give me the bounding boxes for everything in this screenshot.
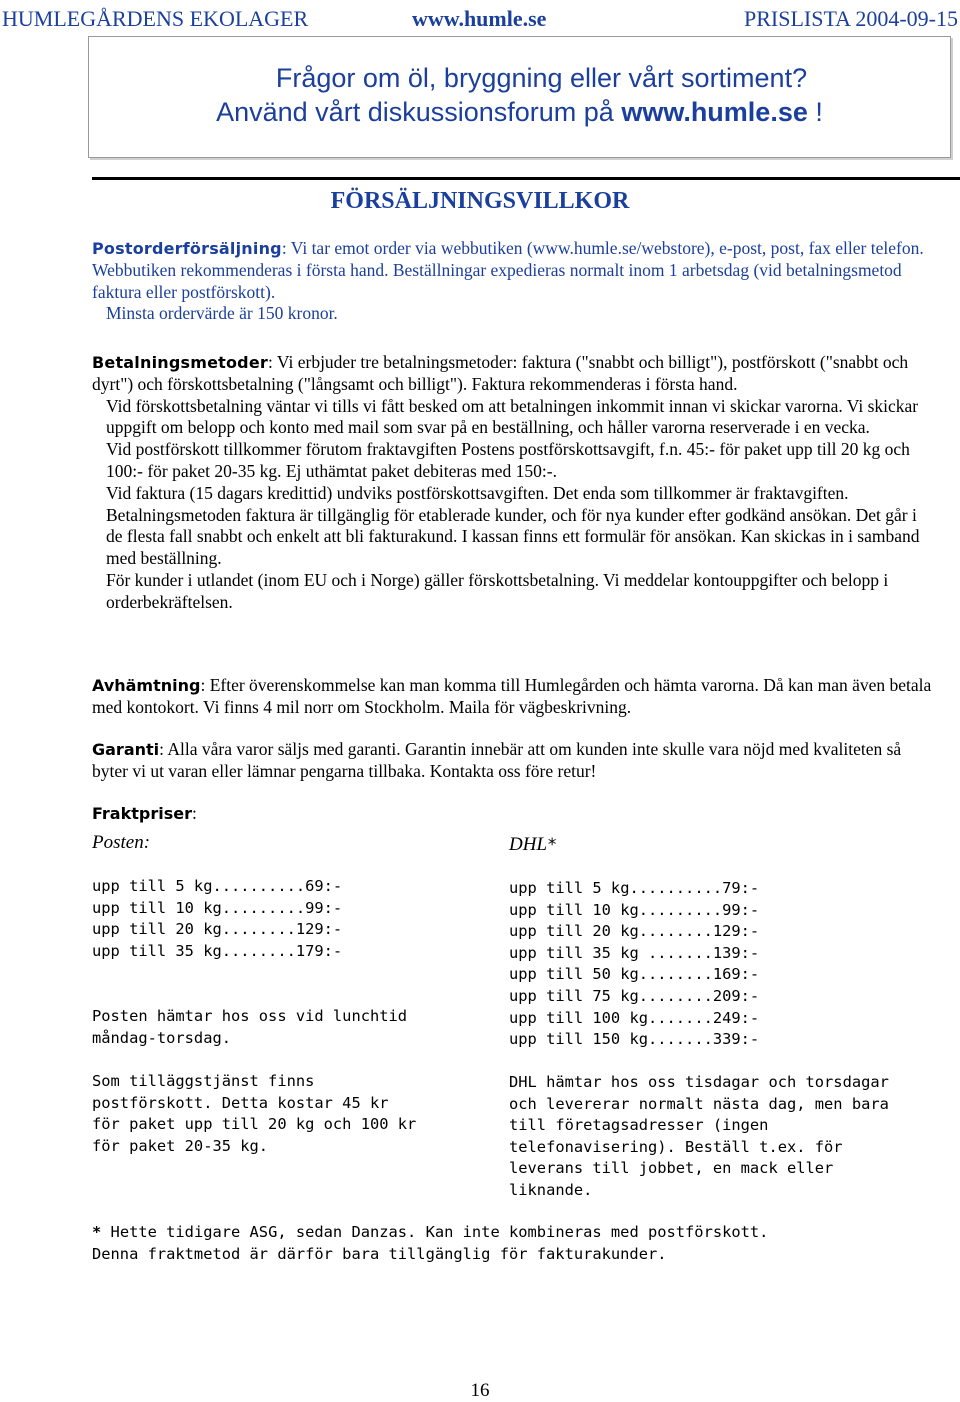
rate-row: upp till 10 kg.........99:- <box>509 900 760 919</box>
rate-row: upp till 5 kg..........79:- <box>509 879 760 897</box>
postorder-label: Postorderförsäljning <box>92 239 282 258</box>
rate-row: upp till 5 kg..........69:- <box>92 877 343 895</box>
warranty-label: Garanti <box>92 740 160 759</box>
rate-row: upp till 20 kg........129:- <box>92 920 343 939</box>
posten-note-1: Posten hämtar hos oss vid lunchtid måndag-torsdag. <box>92 1007 408 1047</box>
rate-row: upp till 50 kg........169:- <box>509 965 760 984</box>
dhl-star: * <box>547 835 558 855</box>
dhl-rates <box>509 878 759 1051</box>
postorder-min: Minsta ordervärde är 150 kronor. <box>106 303 338 324</box>
dhl-note: DHL hämtar hos oss tisdagar och torsdagar och levererar normalt nästa dag, men bara till företagsadresser (ingen telefonavisering). Beställ t.ex. för leverans till jobbet, en mack eller liknande. <box>509 1073 889 1199</box>
rate-row: upp till 75 kg........209:- <box>509 986 760 1005</box>
page-number: 16 <box>470 1380 490 1401</box>
footnote-text: Hette tidigare ASG, sedan Danzas. Kan inte kombineras med postförskott. Denna fraktmetod är därför bara tillgänglig för fakturakunder. <box>92 1223 769 1263</box>
page-header <box>0 6 960 34</box>
rate-row: upp till 10 kg.........99:- <box>92 898 343 917</box>
posten-title: Posten: <box>92 832 151 853</box>
postorder-text: : Vi tar emot order via webbutiken (www.humle.se/webstore), e-post, post, fax eller telefon. Webbutiken rekommenderas i första hand. Beställningar expedieras normalt inom 1 arbetsdag (vid betalningsmetod faktura eller postförskott). <box>92 238 924 302</box>
section-title: FÖRSÄLJNINGSVILLKOR <box>330 188 630 214</box>
payment-p2: Vid förskottsbetalning väntar vi tills vi fått besked om att betalningen inkommit innan vi skickar varorna. Vi skickar uppgift om belopp och konto med mail som svar på en beställning, och håller varorna reserverade i en vecka. <box>106 395 919 438</box>
banner-line-1: Frågor om öl, bryggning eller vårt sortiment? <box>275 63 808 93</box>
pickup-label: Avhämtning <box>92 676 201 695</box>
banner-prefix: Använd vårt diskussionsforum på <box>216 97 622 127</box>
header-left: HUMLEGÅRDENS EKOLAGER <box>2 6 309 31</box>
shipping-heading: Fraktpriser: <box>92 803 197 823</box>
rate-row: upp till 35 kg........179:- <box>92 941 343 960</box>
pickup-section <box>92 675 937 719</box>
banner-line-2 <box>89 97 950 128</box>
footnote-star: * <box>92 1223 102 1241</box>
shipping-label: Fraktpriser <box>92 804 192 823</box>
rate-row: upp till 35 kg .......139:- <box>509 943 760 962</box>
payment-label: Betalningsmetoder <box>92 353 268 372</box>
payment-p5: För kunder i utlandet (inom EU och i Norge) gäller förskottsbetalning. Vi meddelar kontouppgifter och belopp i orderbekräftelsen. <box>106 569 889 612</box>
warranty-text: : Alla våra varor säljs med garanti. Garantin innebär att om kunden inte skulle vara nöjd med kvaliteten så byter vi ut varan eller lämnar pengarna tillbaka. Kontakta oss före retur! <box>92 739 902 781</box>
header-right: PRISLISTA 2004-09-15 <box>744 6 958 31</box>
payment-p4: Vid faktura (15 dagars kredittid) undviks postförskottsavgiften. Det enda som tillkommer är fraktavgiften. Betalningsmetoden faktura är tillgänglig för etablerade kunder, och för nya kunder efter godkänd ansökan. Det går i de flesta fall snabbt och enkelt att bli fakturakund. I kassan finns ett formulär för ansökan. Kan skickas in i samband med beställning. <box>106 482 920 569</box>
payment-section <box>92 352 937 614</box>
payment-p3: Vid postförskott tillkommer förutom fraktavgiften Postens postförskottsavgift, f.n. 45:- för paket upp till 20 kg och 100:- för paket 20-35 kg. Ej uthämtat paket debiteras med 150:-. <box>106 439 910 481</box>
header-url[interactable]: www.humle.se <box>412 6 547 31</box>
postorder-section <box>92 238 937 325</box>
banner-suffix: ! <box>807 97 823 127</box>
warranty-section <box>92 739 937 783</box>
posten-note-2: Som tilläggstjänst finns postförskott. Detta kostar 45 kr för paket upp till 20 kg och 100 kr för paket 20-35 kg. <box>92 1072 417 1155</box>
pickup-text: : Efter överenskommelse kan man komma till Humlegården och hämta varorna. Då kan man även betala med kontokort. Vi finns 4 mil norr om Stockholm. Maila för vägbeskrivning. <box>92 675 932 717</box>
divider-rule <box>92 177 960 180</box>
rate-row: upp till 100 kg.......249:- <box>509 1008 760 1027</box>
posten-rates <box>92 876 342 962</box>
forum-link[interactable]: www.humle.se <box>621 97 808 127</box>
footnote <box>92 1222 768 1265</box>
rate-row: upp till 20 kg........129:- <box>509 922 760 941</box>
payment-p1: : Vi erbjuder tre betalningsmetoder: faktura ("snabbt och billigt"), postförskott ("snabbt och dyrt") och förskottsbetalning ("långsamt och billigt"). Faktura rekommenderas i första hand. <box>92 352 909 394</box>
dhl-title: DHL* <box>509 834 558 855</box>
rate-row: upp till 150 kg.......339:- <box>509 1030 760 1049</box>
forum-banner <box>88 36 951 158</box>
